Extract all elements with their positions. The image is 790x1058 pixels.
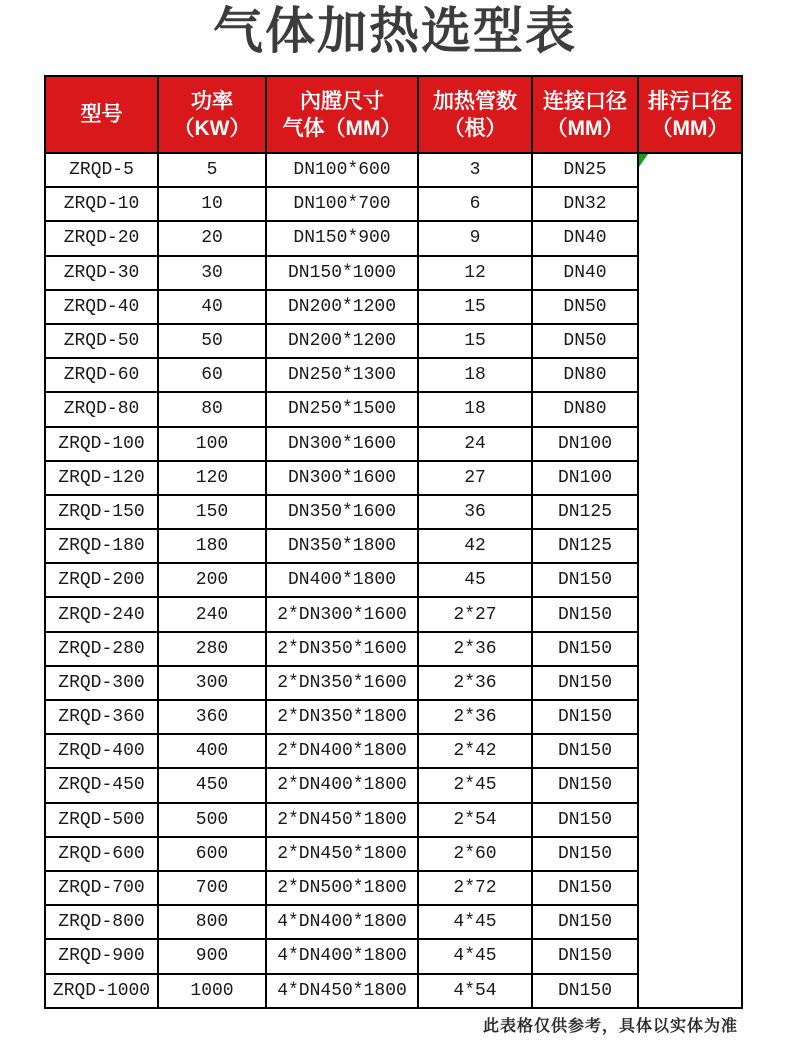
table-cell-power: 400 — [158, 734, 266, 768]
table-cell-chamber: DN100*700 — [266, 187, 418, 221]
table-cell-tubes: 12 — [418, 256, 532, 290]
table-cell-tubes: 2*42 — [418, 734, 532, 768]
table-cell-connection: DN150 — [532, 666, 638, 700]
table-cell-power: 20 — [158, 221, 266, 255]
table-cell-power: 700 — [158, 871, 266, 905]
column-header-chamber — [266, 76, 418, 153]
table-cell-connection: DN150 — [532, 871, 638, 905]
table-cell-model: ZRQD-100 — [45, 427, 158, 461]
table-cell-connection: DN150 — [532, 939, 638, 973]
spec-table — [44, 75, 743, 1009]
table-cell-chamber: DN300*1600 — [266, 461, 418, 495]
table-cell-tubes: 2*36 — [418, 700, 532, 734]
table-cell-connection: DN150 — [532, 632, 638, 666]
column-header-connection — [532, 76, 638, 153]
table-cell-chamber: DN150*1000 — [266, 256, 418, 290]
green-triangle-marker-icon — [639, 154, 648, 167]
table-cell-connection: DN80 — [532, 392, 638, 426]
table-cell-model: ZRQD-50 — [45, 324, 158, 358]
table-cell-tubes: 4*45 — [418, 939, 532, 973]
table-cell-power: 900 — [158, 939, 266, 973]
table-cell-chamber: 4*DN400*1800 — [266, 939, 418, 973]
table-cell-model: ZRQD-600 — [45, 837, 158, 871]
table-cell-chamber: DN200*1200 — [266, 290, 418, 324]
column-header-label: 功率 — [191, 89, 233, 113]
column-header-label: （根） — [443, 116, 507, 140]
table-cell-chamber: DN200*1200 — [266, 324, 418, 358]
column-header-tubes — [418, 76, 532, 153]
table-cell-model: ZRQD-700 — [45, 871, 158, 905]
table-cell-power: 5 — [158, 153, 266, 187]
table-cell-tubes: 9 — [418, 221, 532, 255]
table-cell-power: 300 — [158, 666, 266, 700]
table-cell-chamber: DN150*900 — [266, 221, 418, 255]
table-cell-model: ZRQD-120 — [45, 461, 158, 495]
table-cell-model: ZRQD-30 — [45, 256, 158, 290]
table-cell-power: 150 — [158, 495, 266, 529]
table-cell-tubes: 27 — [418, 461, 532, 495]
table-cell-tubes: 2*60 — [418, 837, 532, 871]
table-cell-tubes: 45 — [418, 563, 532, 597]
table-cell-model: ZRQD-80 — [45, 392, 158, 426]
table-cell-model: ZRQD-200 — [45, 563, 158, 597]
table-cell-model: ZRQD-1000 — [45, 974, 158, 1008]
column-header-label: 排污口径 — [648, 89, 732, 113]
column-header-label: （KW） — [173, 116, 251, 140]
table-cell-tubes: 2*36 — [418, 666, 532, 700]
page-title: 气体加热选型表 — [213, 3, 577, 59]
table-cell-chamber: DN250*1500 — [266, 392, 418, 426]
table-cell-power: 200 — [158, 563, 266, 597]
table-cell-chamber: DN400*1800 — [266, 563, 418, 597]
table-cell-tubes: 18 — [418, 392, 532, 426]
table-cell-chamber: DN350*1800 — [266, 529, 418, 563]
column-header-label: 內膛尺寸 — [300, 89, 384, 113]
table-cell-tubes: 18 — [418, 358, 532, 392]
table-cell-connection: DN150 — [532, 974, 638, 1008]
table-cell-model: ZRQD-450 — [45, 768, 158, 802]
table-cell-power: 80 — [158, 392, 266, 426]
table-cell-tubes: 42 — [418, 529, 532, 563]
table-cell-power: 360 — [158, 700, 266, 734]
table-cell-connection: DN150 — [532, 700, 638, 734]
table-cell-connection: DN150 — [532, 563, 638, 597]
table-cell-chamber: 2*DN500*1800 — [266, 871, 418, 905]
table-cell-tubes: 2*45 — [418, 768, 532, 802]
table-cell-chamber: 2*DN450*1800 — [266, 837, 418, 871]
table-cell-connection: DN50 — [532, 324, 638, 358]
table-cell-connection: DN80 — [532, 358, 638, 392]
table-cell-chamber: DN350*1600 — [266, 495, 418, 529]
table-cell-model: ZRQD-10 — [45, 187, 158, 221]
table-cell-model: ZRQD-280 — [45, 632, 158, 666]
table-cell-model: ZRQD-500 — [45, 803, 158, 837]
table-cell-tubes: 4*54 — [418, 974, 532, 1008]
table-cell-chamber: 2*DN450*1800 — [266, 803, 418, 837]
table-cell-power: 180 — [158, 529, 266, 563]
table-cell-model: ZRQD-40 — [45, 290, 158, 324]
table-cell-chamber: DN250*1300 — [266, 358, 418, 392]
table-header-row — [45, 76, 742, 153]
table-cell-connection: DN100 — [532, 427, 638, 461]
table-cell-chamber: DN100*600 — [266, 153, 418, 187]
table-cell-power: 60 — [158, 358, 266, 392]
column-header-label: 型号 — [80, 103, 123, 126]
column-header-label: 加热管数 — [433, 89, 517, 113]
table-cell-connection: DN25 — [532, 153, 638, 187]
table-cell-tubes: 3 — [418, 153, 532, 187]
table-cell-chamber: 2*DN300*1600 — [266, 597, 418, 631]
table-cell-model: ZRQD-5 — [45, 153, 158, 187]
table-cell-chamber: 2*DN400*1800 — [266, 734, 418, 768]
table-cell-model: ZRQD-360 — [45, 700, 158, 734]
table-cell-model: ZRQD-900 — [45, 939, 158, 973]
table-cell-chamber: 2*DN400*1800 — [266, 768, 418, 802]
table-cell-connection: DN100 — [532, 461, 638, 495]
table-cell-tubes: 6 — [418, 187, 532, 221]
footnote: 此表格仅供参考，具体以实体为准 — [482, 1018, 738, 1035]
table-cell-tubes: 15 — [418, 290, 532, 324]
table-cell-tubes: 2*72 — [418, 871, 532, 905]
column-header-label: 气体（MM） — [282, 116, 402, 140]
table-cell-connection: DN125 — [532, 529, 638, 563]
table-cell-power: 240 — [158, 597, 266, 631]
column-header-label: 连接口径 — [543, 89, 627, 113]
table-cell-tubes: 24 — [418, 427, 532, 461]
table-cell-tubes: 2*27 — [418, 597, 532, 631]
table-cell-model: ZRQD-60 — [45, 358, 158, 392]
table-cell-chamber: 4*DN400*1800 — [266, 905, 418, 939]
table-cell-power: 40 — [158, 290, 266, 324]
table-cell-model: ZRQD-150 — [45, 495, 158, 529]
column-header-power — [158, 76, 266, 153]
table-cell-chamber: DN300*1600 — [266, 427, 418, 461]
table-cell-tubes: 2*54 — [418, 803, 532, 837]
table-cell-model: ZRQD-400 — [45, 734, 158, 768]
column-header-drain — [638, 76, 742, 153]
table-cell-tubes: 2*36 — [418, 632, 532, 666]
table-cell-chamber: 2*DN350*1800 — [266, 700, 418, 734]
table-cell-connection: DN125 — [532, 495, 638, 529]
table-cell-model: ZRQD-240 — [45, 597, 158, 631]
table-cell-connection: DN150 — [532, 597, 638, 631]
table-cell-model: ZRQD-20 — [45, 221, 158, 255]
table-cell-power: 1000 — [158, 974, 266, 1008]
table-cell-connection: DN40 — [532, 221, 638, 255]
table-cell-power: 280 — [158, 632, 266, 666]
table-cell-tubes: 4*45 — [418, 905, 532, 939]
table-cell-connection: DN40 — [532, 256, 638, 290]
table-cell-power: 800 — [158, 905, 266, 939]
table-cell-tubes: 15 — [418, 324, 532, 358]
table-cell-power: 120 — [158, 461, 266, 495]
table-cell-power: 500 — [158, 803, 266, 837]
table-cell-power: 100 — [158, 427, 266, 461]
table-header — [45, 76, 742, 153]
table-cell-power: 450 — [158, 768, 266, 802]
table-cell-power: 50 — [158, 324, 266, 358]
table-cell-connection: DN32 — [532, 187, 638, 221]
table-cell-chamber: 4*DN450*1800 — [266, 974, 418, 1008]
table-row — [45, 153, 742, 187]
table-cell-connection: DN150 — [532, 837, 638, 871]
column-header-model — [45, 76, 158, 153]
table-cell-model: ZRQD-180 — [45, 529, 158, 563]
table-cell-connection: DN150 — [532, 803, 638, 837]
table-cell-chamber: 2*DN350*1600 — [266, 666, 418, 700]
table-cell-connection: DN50 — [532, 290, 638, 324]
column-header-label: （MM） — [651, 116, 729, 140]
table-cell-model: ZRQD-800 — [45, 905, 158, 939]
table-cell-tubes: 36 — [418, 495, 532, 529]
table-body — [45, 153, 742, 1008]
table-cell-connection: DN150 — [532, 734, 638, 768]
table-cell-power: 30 — [158, 256, 266, 290]
table-cell-drain-merged — [638, 153, 742, 1008]
table-cell-power: 10 — [158, 187, 266, 221]
table-cell-power: 600 — [158, 837, 266, 871]
table-cell-chamber: 2*DN350*1600 — [266, 632, 418, 666]
column-header-label: （MM） — [546, 116, 624, 140]
table-cell-connection: DN150 — [532, 768, 638, 802]
table-cell-model: ZRQD-300 — [45, 666, 158, 700]
table-cell-connection: DN150 — [532, 905, 638, 939]
